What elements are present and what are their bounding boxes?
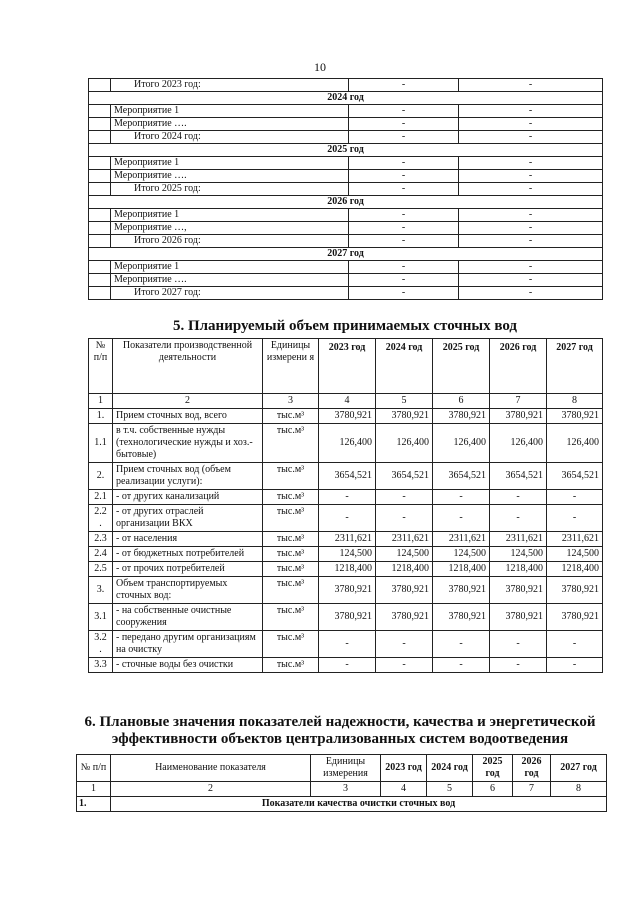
- row-value: 124,500: [376, 547, 433, 562]
- value-cell: -: [459, 222, 603, 235]
- table-row: [89, 490, 603, 505]
- row-num: 2.4: [89, 547, 113, 562]
- blank-cell: [89, 131, 111, 144]
- row-value: 3780,921: [433, 409, 490, 424]
- row-value: -: [490, 631, 547, 658]
- row-value: 126,400: [376, 424, 433, 463]
- row-value: 3780,921: [319, 604, 376, 631]
- row-num: 3.1: [89, 604, 113, 631]
- value-cell: -: [459, 183, 603, 196]
- column-index-row: [89, 394, 603, 409]
- index-cell: 3: [311, 782, 381, 797]
- table-row: [89, 631, 603, 658]
- plan-row: [89, 235, 603, 248]
- section-6-title: 6. Плановые значения показателей надежности, качества и энергетической эффективности объектов централизованных систем водоотведения: [84, 714, 596, 747]
- value-cell: -: [459, 131, 603, 144]
- value-cell: -: [459, 287, 603, 300]
- blank-cell: [89, 261, 111, 274]
- section-5-title: 5. Планируемый объем принимаемых сточных вод: [172, 318, 518, 334]
- table-row: [89, 577, 603, 604]
- year-header-row: [89, 92, 603, 105]
- row-value: 3780,921: [433, 577, 490, 604]
- table-row: [89, 562, 603, 577]
- header-year: 2026 год: [490, 339, 547, 394]
- row-num: 2.5: [89, 562, 113, 577]
- row-value: 3780,921: [547, 409, 603, 424]
- header-indicator: Показатели производственной деятельности: [113, 339, 263, 394]
- index-cell: 8: [547, 394, 603, 409]
- row-value: 1218,400: [319, 562, 376, 577]
- row-value: -: [547, 490, 603, 505]
- value-cell: -: [459, 79, 603, 92]
- row-value: 124,500: [319, 547, 376, 562]
- row-value: 2311,621: [319, 532, 376, 547]
- events-plan-table: [88, 78, 603, 300]
- row-value: -: [376, 658, 433, 673]
- row-value: 3780,921: [547, 604, 603, 631]
- index-cell: 2: [113, 394, 263, 409]
- year-label: 2024 год: [89, 92, 603, 105]
- group-row: [77, 797, 607, 812]
- index-cell: 4: [381, 782, 427, 797]
- event-label: Итого 2025 год:: [111, 183, 349, 196]
- page-number: 10: [314, 60, 326, 74]
- row-value: 1218,400: [490, 562, 547, 577]
- index-cell: 1: [77, 782, 111, 797]
- row-indicator: - на собственные очистные сооружения: [113, 604, 263, 631]
- row-value: 2311,621: [433, 532, 490, 547]
- blank-cell: [89, 209, 111, 222]
- row-indicator: - от прочих потребителей: [113, 562, 263, 577]
- header-year: 2025 год: [473, 755, 513, 782]
- blank-cell: [89, 287, 111, 300]
- table-row: [89, 505, 603, 532]
- row-value: 1218,400: [547, 562, 603, 577]
- row-value: 126,400: [319, 424, 376, 463]
- row-value: 3780,921: [490, 577, 547, 604]
- header-year: 2023 год: [319, 339, 376, 394]
- event-label: Мероприятие …,: [111, 222, 349, 235]
- row-value: 2311,621: [490, 532, 547, 547]
- event-label: Итого 2027 год:: [111, 287, 349, 300]
- index-cell: 2: [111, 782, 311, 797]
- header-unit: Единицы измерени я: [263, 339, 319, 394]
- wastewater-volume-table: [88, 338, 603, 673]
- value-cell: -: [459, 118, 603, 131]
- row-value: 2311,621: [547, 532, 603, 547]
- event-label: Мероприятие ….: [111, 274, 349, 287]
- table-row: [89, 547, 603, 562]
- row-value: -: [376, 505, 433, 532]
- index-cell: 6: [433, 394, 490, 409]
- row-value: -: [376, 631, 433, 658]
- year-label: 2025 год: [89, 144, 603, 157]
- header-unit: Единицы измерения: [311, 755, 381, 782]
- value-cell: -: [349, 287, 459, 300]
- value-cell: -: [459, 170, 603, 183]
- row-num: 3.: [89, 577, 113, 604]
- row-num: 2.1: [89, 490, 113, 505]
- blank-cell: [89, 235, 111, 248]
- value-cell: -: [349, 79, 459, 92]
- event-label: Итого 2023 год:: [111, 79, 349, 92]
- group-label: Показатели качества очистки сточных вод: [111, 797, 607, 812]
- plan-row: [89, 287, 603, 300]
- row-value: 1218,400: [376, 562, 433, 577]
- event-label: Мероприятие ….: [111, 118, 349, 131]
- value-cell: -: [349, 222, 459, 235]
- blank-cell: [89, 222, 111, 235]
- blank-cell: [89, 79, 111, 92]
- row-num: 3.2 .: [89, 631, 113, 658]
- header-num: № п/п: [77, 755, 111, 782]
- row-value: 124,500: [490, 547, 547, 562]
- year-label: 2026 год: [89, 196, 603, 209]
- row-unit: тыс.м³: [263, 490, 319, 505]
- value-cell: -: [349, 183, 459, 196]
- value-cell: -: [459, 274, 603, 287]
- header-row: [77, 755, 607, 782]
- table-row: [89, 604, 603, 631]
- blank-cell: [89, 118, 111, 131]
- value-cell: -: [349, 261, 459, 274]
- header-year: 2027 год: [547, 339, 603, 394]
- header-row: [89, 339, 603, 394]
- index-cell: 6: [473, 782, 513, 797]
- row-indicator: Прием сточных вод (объем реализации услуги):: [113, 463, 263, 490]
- event-label: Мероприятие 1: [111, 261, 349, 274]
- value-cell: -: [349, 170, 459, 183]
- plan-row: [89, 274, 603, 287]
- row-value: -: [490, 658, 547, 673]
- row-value: 3654,521: [490, 463, 547, 490]
- header-num: № п/п: [89, 339, 113, 394]
- index-cell: 1: [89, 394, 113, 409]
- row-unit: тыс.м³: [263, 505, 319, 532]
- row-unit: тыс.м³: [263, 532, 319, 547]
- row-value: -: [547, 631, 603, 658]
- value-cell: -: [349, 235, 459, 248]
- row-value: -: [433, 658, 490, 673]
- row-num: 2.: [89, 463, 113, 490]
- event-label: Мероприятие 1: [111, 105, 349, 118]
- event-label: Итого 2026 год:: [111, 235, 349, 248]
- value-cell: -: [459, 157, 603, 170]
- header-year: 2024 год: [427, 755, 473, 782]
- event-label: Мероприятие 1: [111, 157, 349, 170]
- row-num: 1.: [89, 409, 113, 424]
- index-cell: 7: [513, 782, 551, 797]
- row-value: -: [547, 505, 603, 532]
- value-cell: -: [349, 105, 459, 118]
- row-unit: тыс.м³: [263, 409, 319, 424]
- event-label: Мероприятие 1: [111, 209, 349, 222]
- header-year: 2024 год: [376, 339, 433, 394]
- year-header-row: [89, 196, 603, 209]
- row-value: 2311,621: [376, 532, 433, 547]
- event-label: Итого 2024 год:: [111, 131, 349, 144]
- value-cell: -: [349, 131, 459, 144]
- row-value: -: [319, 658, 376, 673]
- group-num: 1.: [77, 797, 111, 812]
- row-value: 3780,921: [490, 409, 547, 424]
- row-value: 3780,921: [433, 604, 490, 631]
- row-value: 3654,521: [376, 463, 433, 490]
- plan-row: [89, 170, 603, 183]
- row-unit: тыс.м³: [263, 631, 319, 658]
- column-index-row: [77, 782, 607, 797]
- value-cell: -: [349, 118, 459, 131]
- row-value: 124,500: [433, 547, 490, 562]
- row-value: -: [376, 490, 433, 505]
- table-row: [89, 532, 603, 547]
- plan-row: [89, 118, 603, 131]
- blank-cell: [89, 183, 111, 196]
- row-value: 3780,921: [319, 577, 376, 604]
- row-value: 126,400: [547, 424, 603, 463]
- event-label: Мероприятие ….: [111, 170, 349, 183]
- row-unit: тыс.м³: [263, 577, 319, 604]
- row-value: 3780,921: [376, 409, 433, 424]
- row-value: 3780,921: [319, 409, 376, 424]
- row-value: -: [319, 631, 376, 658]
- plan-row: [89, 105, 603, 118]
- row-value: -: [319, 505, 376, 532]
- row-num: 1.1: [89, 424, 113, 463]
- plan-row: [89, 79, 603, 92]
- table-row: [89, 463, 603, 490]
- plan-row: [89, 261, 603, 274]
- index-cell: 5: [427, 782, 473, 797]
- row-unit: тыс.м³: [263, 424, 319, 463]
- row-value: 3780,921: [376, 604, 433, 631]
- row-value: -: [490, 505, 547, 532]
- plan-row: [89, 183, 603, 196]
- row-indicator: - от других канализаций: [113, 490, 263, 505]
- row-indicator: - передано другим организациям на очистку: [113, 631, 263, 658]
- row-num: 2.3: [89, 532, 113, 547]
- row-value: 3654,521: [547, 463, 603, 490]
- row-value: 126,400: [490, 424, 547, 463]
- value-cell: -: [459, 235, 603, 248]
- row-value: -: [547, 658, 603, 673]
- row-indicator: - от бюджетных потребителей: [113, 547, 263, 562]
- index-cell: 3: [263, 394, 319, 409]
- value-cell: -: [349, 209, 459, 222]
- value-cell: -: [459, 261, 603, 274]
- plan-row: [89, 209, 603, 222]
- row-value: 3654,521: [433, 463, 490, 490]
- plan-row: [89, 131, 603, 144]
- row-indicator: - от других отраслей организации ВКХ: [113, 505, 263, 532]
- plan-row: [89, 157, 603, 170]
- row-unit: тыс.м³: [263, 547, 319, 562]
- row-indicator: Объем транспортируемых сточных вод:: [113, 577, 263, 604]
- table-row: [89, 658, 603, 673]
- row-indicator: в т.ч. собственные нужды (технологические нужды и хоз.-бытовые): [113, 424, 263, 463]
- row-indicator: - от населения: [113, 532, 263, 547]
- index-cell: 5: [376, 394, 433, 409]
- row-num: 3.3: [89, 658, 113, 673]
- year-header-row: [89, 248, 603, 261]
- table-row: [89, 409, 603, 424]
- row-unit: тыс.м³: [263, 604, 319, 631]
- row-value: 3654,521: [319, 463, 376, 490]
- row-value: 126,400: [433, 424, 490, 463]
- row-value: 3780,921: [490, 604, 547, 631]
- row-value: -: [433, 505, 490, 532]
- blank-cell: [89, 105, 111, 118]
- row-value: -: [433, 631, 490, 658]
- year-header-row: [89, 144, 603, 157]
- row-unit: тыс.м³: [263, 658, 319, 673]
- row-value: -: [490, 490, 547, 505]
- blank-cell: [89, 157, 111, 170]
- header-year: 2027 год: [551, 755, 607, 782]
- year-label: 2027 год: [89, 248, 603, 261]
- row-indicator: Прием сточных вод, всего: [113, 409, 263, 424]
- row-value: 1218,400: [433, 562, 490, 577]
- value-cell: -: [349, 274, 459, 287]
- row-value: 3780,921: [547, 577, 603, 604]
- index-cell: 4: [319, 394, 376, 409]
- blank-cell: [89, 170, 111, 183]
- row-indicator: - сточные воды без очистки: [113, 658, 263, 673]
- indicators-table: [76, 754, 607, 812]
- row-value: -: [319, 490, 376, 505]
- row-value: -: [433, 490, 490, 505]
- index-cell: 8: [551, 782, 607, 797]
- row-value: 3780,921: [376, 577, 433, 604]
- index-cell: 7: [490, 394, 547, 409]
- header-year: 2026 год: [513, 755, 551, 782]
- row-num: 2.2 .: [89, 505, 113, 532]
- header-indicator: Наименование показателя: [111, 755, 311, 782]
- table-row: [89, 424, 603, 463]
- header-year: 2025 год: [433, 339, 490, 394]
- value-cell: -: [349, 157, 459, 170]
- plan-row: [89, 222, 603, 235]
- blank-cell: [89, 274, 111, 287]
- row-value: 124,500: [547, 547, 603, 562]
- row-unit: тыс.м³: [263, 562, 319, 577]
- header-year: 2023 год: [381, 755, 427, 782]
- row-unit: тыс.м³: [263, 463, 319, 490]
- value-cell: -: [459, 209, 603, 222]
- value-cell: -: [459, 105, 603, 118]
